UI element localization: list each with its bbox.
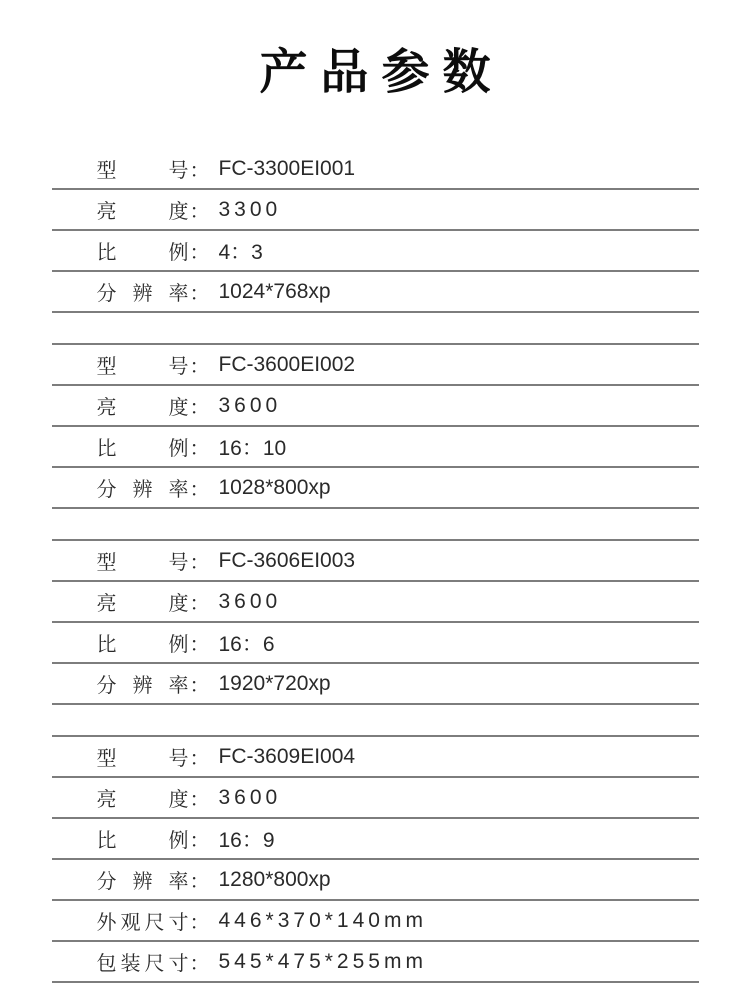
spec-table xyxy=(52,149,699,983)
spec-colon: ： xyxy=(189,953,210,975)
spec-label: 比例 xyxy=(96,438,189,460)
spec-colon: ： xyxy=(189,438,210,460)
spec-label: 包装尺寸 xyxy=(96,953,189,975)
spec-label: 分辨率 xyxy=(96,675,189,697)
spec-label: 亮度 xyxy=(96,593,189,615)
row-aspect-ratio xyxy=(52,623,699,664)
spec-colon: ： xyxy=(189,479,210,501)
spec-colon: ： xyxy=(189,201,210,223)
spec-label: 外观尺寸 xyxy=(96,912,189,934)
spec-colon: ： xyxy=(189,160,210,182)
spec-colon: ： xyxy=(189,242,210,264)
spec-value: 3600 xyxy=(218,393,282,417)
spec-value: 16：10 xyxy=(218,436,287,460)
spec-colon: ： xyxy=(189,552,210,574)
spec-group-4 xyxy=(52,735,699,983)
spec-value: 3300 xyxy=(218,197,282,221)
spec-label: 型号 xyxy=(96,552,189,574)
spec-colon: ： xyxy=(189,871,210,893)
spec-colon: ： xyxy=(189,634,210,656)
spec-value: 446*370*140mm xyxy=(218,908,427,932)
spec-value: 1280*800xp xyxy=(218,867,331,891)
row-aspect-ratio xyxy=(52,819,699,860)
spec-colon: ： xyxy=(189,283,210,305)
spec-value: 3600 xyxy=(218,785,282,809)
spec-value: 545*475*255mm xyxy=(218,949,427,973)
spec-group-2 xyxy=(52,343,699,509)
page-title: 产品参数 xyxy=(259,46,504,99)
spec-label: 亮度 xyxy=(96,789,189,811)
spec-label: 比例 xyxy=(96,242,189,264)
spec-value: 3600 xyxy=(218,589,282,613)
spec-label: 型号 xyxy=(96,160,189,182)
row-model xyxy=(52,541,699,582)
spec-colon: ： xyxy=(189,789,210,811)
spec-group-3 xyxy=(52,539,699,705)
row-brightness xyxy=(52,582,699,623)
spec-label: 亮度 xyxy=(96,397,189,419)
spec-colon: ： xyxy=(189,912,210,934)
spec-value: FC-3300EI001 xyxy=(218,156,356,180)
spec-colon: ： xyxy=(189,748,210,770)
spec-value: FC-3609EI004 xyxy=(218,744,356,768)
spec-label: 型号 xyxy=(96,748,189,770)
row-aspect-ratio xyxy=(52,231,699,272)
row-brightness xyxy=(52,386,699,427)
spec-value: FC-3606EI003 xyxy=(218,548,356,572)
row-brightness xyxy=(52,778,699,819)
row-product-size xyxy=(52,901,699,942)
row-model xyxy=(52,737,699,778)
spec-label: 分辨率 xyxy=(96,479,189,501)
spec-value: 1920*720xp xyxy=(218,671,331,695)
row-package-size xyxy=(52,942,699,983)
spec-label: 分辨率 xyxy=(96,283,189,305)
spec-value: 16：6 xyxy=(218,632,275,656)
spec-colon: ： xyxy=(189,830,210,852)
row-resolution xyxy=(52,860,699,901)
spec-colon: ： xyxy=(189,397,210,419)
row-resolution xyxy=(52,664,699,705)
row-model xyxy=(52,149,699,190)
row-resolution xyxy=(52,468,699,509)
spec-value: 1024*768xp xyxy=(218,279,331,303)
spec-value: 4：3 xyxy=(218,240,263,264)
spec-label: 比例 xyxy=(96,634,189,656)
row-aspect-ratio xyxy=(52,427,699,468)
spec-colon: ： xyxy=(189,356,210,378)
spec-value: FC-3600EI002 xyxy=(218,352,356,376)
spec-label: 分辨率 xyxy=(96,871,189,893)
spec-value: 16：9 xyxy=(218,828,275,852)
spec-colon: ： xyxy=(189,593,210,615)
row-resolution xyxy=(52,272,699,313)
spec-label: 亮度 xyxy=(96,201,189,223)
spec-label: 比例 xyxy=(96,830,189,852)
spec-value: 1028*800xp xyxy=(218,475,331,499)
spec-group-1 xyxy=(52,149,699,313)
spec-label: 型号 xyxy=(96,356,189,378)
spec-colon: ： xyxy=(189,675,210,697)
row-brightness xyxy=(52,190,699,231)
row-model xyxy=(52,345,699,386)
